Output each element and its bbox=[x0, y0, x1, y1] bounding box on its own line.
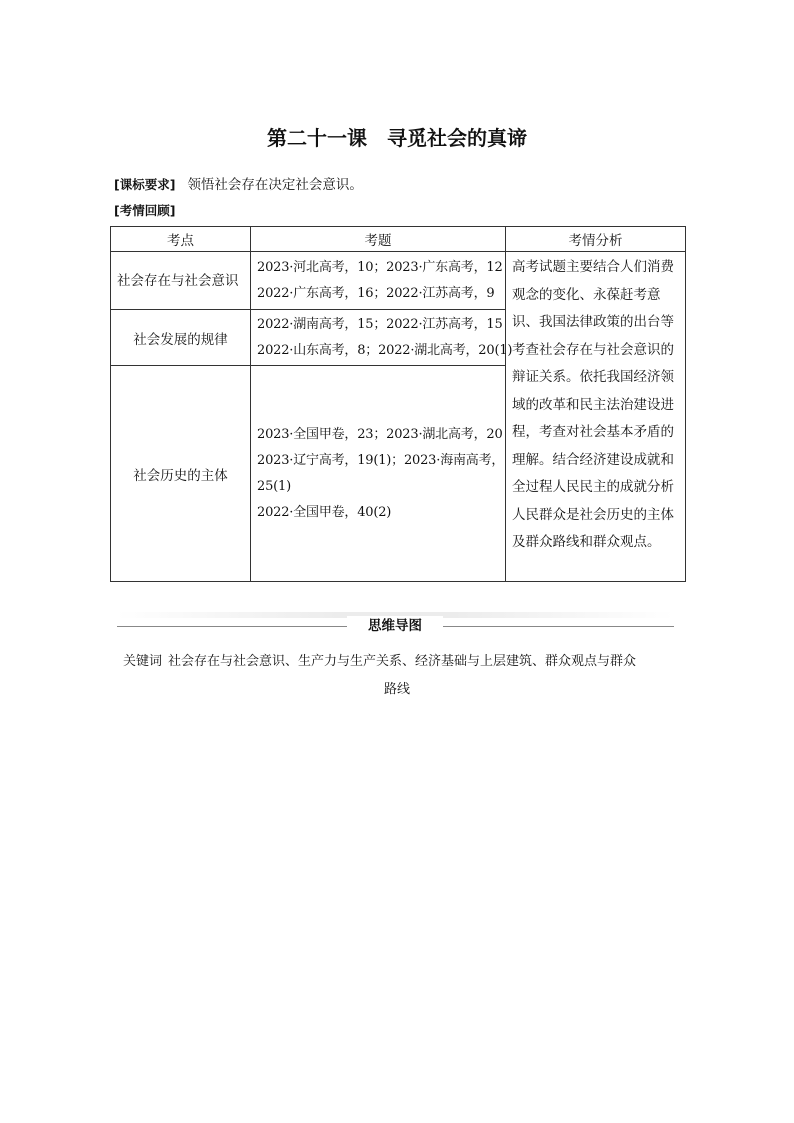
question-line: 2022·湖南高考，15；2022·江苏高考，15 bbox=[257, 316, 503, 332]
mind-map-divider bbox=[117, 612, 674, 638]
keywords-text: 社会存在与社会意识、生产力与生产关系、经济基础与上层建筑、群众观点与群众 bbox=[168, 654, 637, 669]
table-header: 考题 bbox=[251, 227, 506, 252]
question-line: 2022·广东高考，16；2022·江苏高考，9 bbox=[257, 285, 495, 301]
table-header: 考点 bbox=[111, 227, 251, 252]
question-line: 2023·河北高考，10；2023·广东高考，12 bbox=[257, 259, 503, 275]
page-title: 第二十一课 寻觅社会的真谛 bbox=[267, 126, 527, 150]
question-line: 2022·山东高考，8；2022·湖北高考，20(1) bbox=[257, 342, 513, 358]
table-header-row bbox=[111, 227, 686, 252]
exam-questions-cell bbox=[251, 252, 506, 310]
curriculum-requirement bbox=[114, 173, 363, 193]
question-line: 2023·全国甲卷，23；2023·湖北高考，20 bbox=[257, 426, 503, 442]
requirement-label: [课标要求] bbox=[114, 177, 176, 192]
question-line: 2022·全国甲卷，40(2) bbox=[257, 504, 392, 520]
exam-point-cell: 社会历史的主体 bbox=[111, 366, 251, 582]
keywords-paragraph bbox=[123, 648, 683, 704]
exam-questions-cell bbox=[251, 366, 506, 582]
exam-review-label: [考情回顾] bbox=[114, 203, 176, 218]
exam-point-cell: 社会发展的规律 bbox=[111, 310, 251, 366]
mind-map-label: 思维导图 bbox=[347, 616, 443, 636]
question-line: 25(1) bbox=[257, 478, 291, 494]
keywords-tail: 路线 bbox=[383, 682, 410, 697]
analysis-cell: 高考试题主要结合人们消费观念的变化、永葆赶考意识、我国法律政策的出台等考查社会存在与社会意识的辩证关系。依托我国经济领域的改革和民主法治建设进程，考查对社会基本矛盾的理解。结合经济建设成就和全过程人民民主的成就分析人民群众是社会历史的主体及群众路线和群众观点。 bbox=[506, 252, 686, 582]
keywords-label: 关键词 bbox=[123, 654, 163, 669]
exam-point-cell: 社会存在与社会意识 bbox=[111, 252, 251, 310]
table-header: 考情分析 bbox=[506, 227, 686, 252]
requirement-text: 领悟社会存在决定社会意识。 bbox=[187, 177, 363, 193]
exam-table bbox=[110, 226, 686, 582]
table-row bbox=[111, 252, 686, 310]
question-line: 2023·辽宁高考，19(1)；2023·海南高考， bbox=[257, 452, 505, 468]
exam-questions-cell bbox=[251, 310, 513, 366]
